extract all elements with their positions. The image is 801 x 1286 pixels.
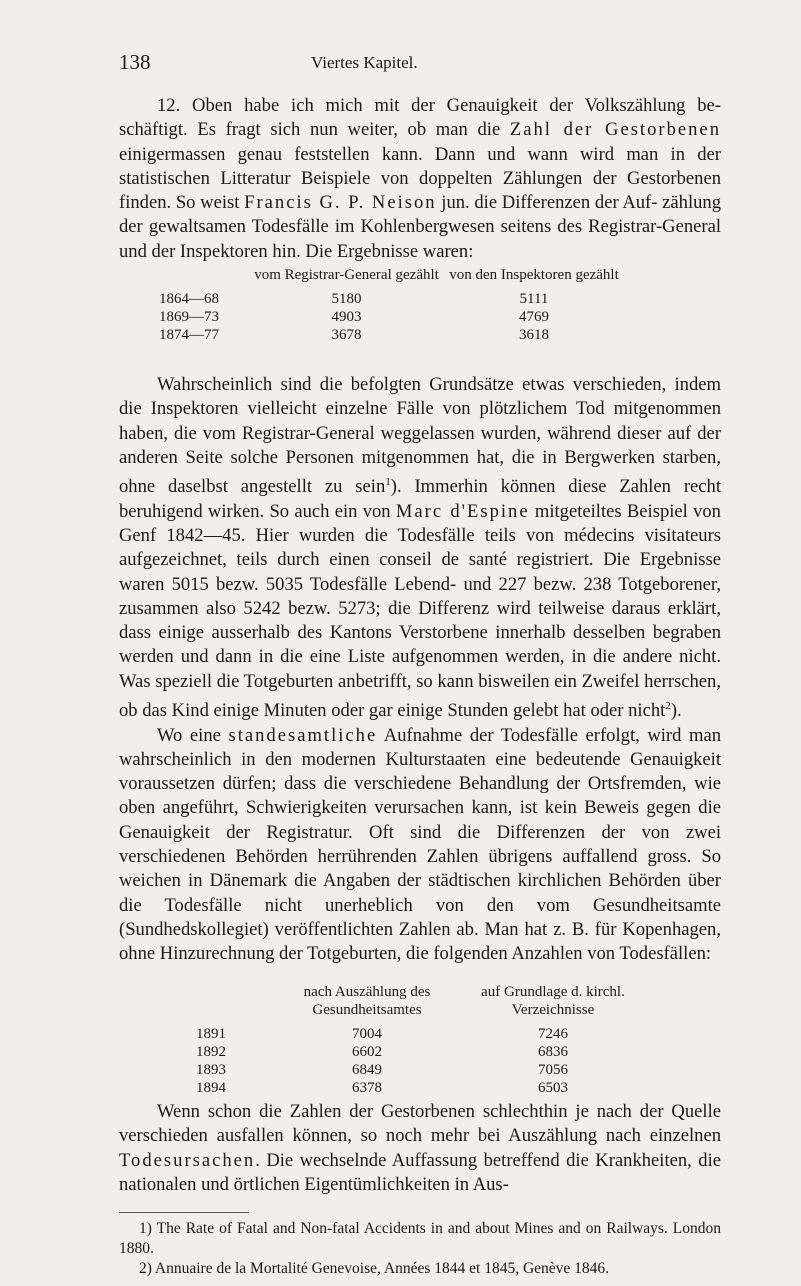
table-copenhagen-deaths xyxy=(196,983,646,1097)
table-row: 1869—73 4903 4769 xyxy=(159,309,549,325)
table-registrar-inspectors xyxy=(159,266,629,344)
table-header-row: nach Auszählung des Gesundheitsamtes auf Grundlage d. kirchl. Verzeichnisse xyxy=(303,984,625,1018)
footnote-ref-2: 2 xyxy=(665,700,671,713)
table-row: 1874—77 3678 3618 xyxy=(159,327,549,343)
page-header xyxy=(119,50,719,80)
table-row: 1891 7004 7246 xyxy=(196,1026,568,1042)
paragraph-2: Wahrscheinlich sind die befolgten Grundsätze etwas verschieden, indem die Inspektoren vielleicht einzelne Fälle von plötzlichem Tod mitgenommen haben, die vom Registrar-General weggelassen wurden, während dieser auf der anderen Seite solche Personen mitgenommen hat, die in Bergwerken starben, ohne daselbst angestellt zu sein$^1$). Immerhin können diese Zahlen recht beruhigend wirken. So auch ein von Marc d'Espine mitgeteiltes Beispiel von Genf 1842—45. Hier wurden die Todesfälle teils von médecins visitateurs aufgezeichnet, teils durch einen conseil de santé registriert. Die Ergebnisse waren 5015 bezw. 5035 Todesfälle Lebend- und 227 bezw. 238 Totgeborener, zusammen also 5242 bezw. 5273; die Differenz wird teilweise daraus erklärt, dass einige ausserhalb des Kantons Verstorbene innerhalb desselben begraben werden und dann in die eine Liste aufgenommen werden, in die andere nicht. Was speziell die Totgeburten anbetrifft, so kann bisweilen ein Zweifel herrschen, ob das Kind einige Minuten oder gar einige Stunden gelebt hat oder nicht$^2$). Wo eine standesamtliche Aufnahme der Todesfälle erfolgt, wird man wahrscheinlich in den modernen Kulturstaaten eine bedeutende Genauigkeit voraussetzen dürfen; dass die verschiedene Behandlung der Ortsfremden, wie oben angeführt, Schwierigkeiten verursachen kann, ist kein Beweis gegen die Genauigkeit der Registratur. Oft sind die Differenzen der von zwei verschiedenen Behörden herrührenden Zahlen übrigens auffallend gross. So weichen in Dänemark die Angaben der städtischen kirchlichen Behörden über die Todesfälle nicht unerheblich von den vom Gesundheitsamte (Sundhedskollegiet) veröffentlichten Zahlen ab. Man hat z. B. für Kopenhagen, ohne Hinzurechnung der Totgeburten, die folgenden Anzahlen von Todesfällen: xyxy=(119,374,721,965)
table-row: 1864—68 5180 5111 xyxy=(159,291,549,307)
footnote-ref-1: 1 xyxy=(385,476,391,489)
table-header-row: vom Registrar-General gezählt von den Inspektoren gezählt xyxy=(254,267,619,283)
footnote-2: 2) Annuaire de la Mortalité Genevoise, Années 1844 et 1845, Genève 1846. xyxy=(139,1260,610,1277)
running-title: Viertes Kapitel. xyxy=(311,53,418,72)
paragraph-1: 12. Oben habe ich mich mit der Genauigkeit der Volkszählung be- schäftigt. Es fragt sich nun weiter, ob man die Zahl der Gestorbenen einigermassen genau feststellen kann. Dann und wann wird man in der statistischen Litteratur Beispiele von doppelten Zählungen der Gestorbenen finden. So weist Francis G. P. Neison jun. die Differenzen der Auf- zählung der gewaltsamen Todesfälle im Kohlenbergwesen seitens des Registrar-General und der Inspektoren hin. Die Ergebnisse waren: xyxy=(119,95,721,262)
footnote-divider xyxy=(119,1212,249,1213)
table-row: 1892 6602 6836 xyxy=(196,1044,568,1060)
table-row: 1894 6378 6503 xyxy=(196,1080,568,1096)
paragraph-3: Wenn schon die Zahlen der Gestorbenen schlechthin je nach der Quelle verschieden ausfallen können, so noch mehr bei Auszählung nach einzelnen Todesursachen. Die wechselnde Auffassung betreffend die Krankheiten, die nationalen und örtlichen Eigentümlichkeiten in Aus- xyxy=(119,1101,721,1195)
table-row: 1893 6849 7056 xyxy=(196,1062,568,1078)
page-number: 138 xyxy=(119,50,151,74)
footnote-1: 1) The Rate of Fatal and Non-fatal Accidents in and about Mines and on Railways. London 1880. xyxy=(119,1220,721,1257)
